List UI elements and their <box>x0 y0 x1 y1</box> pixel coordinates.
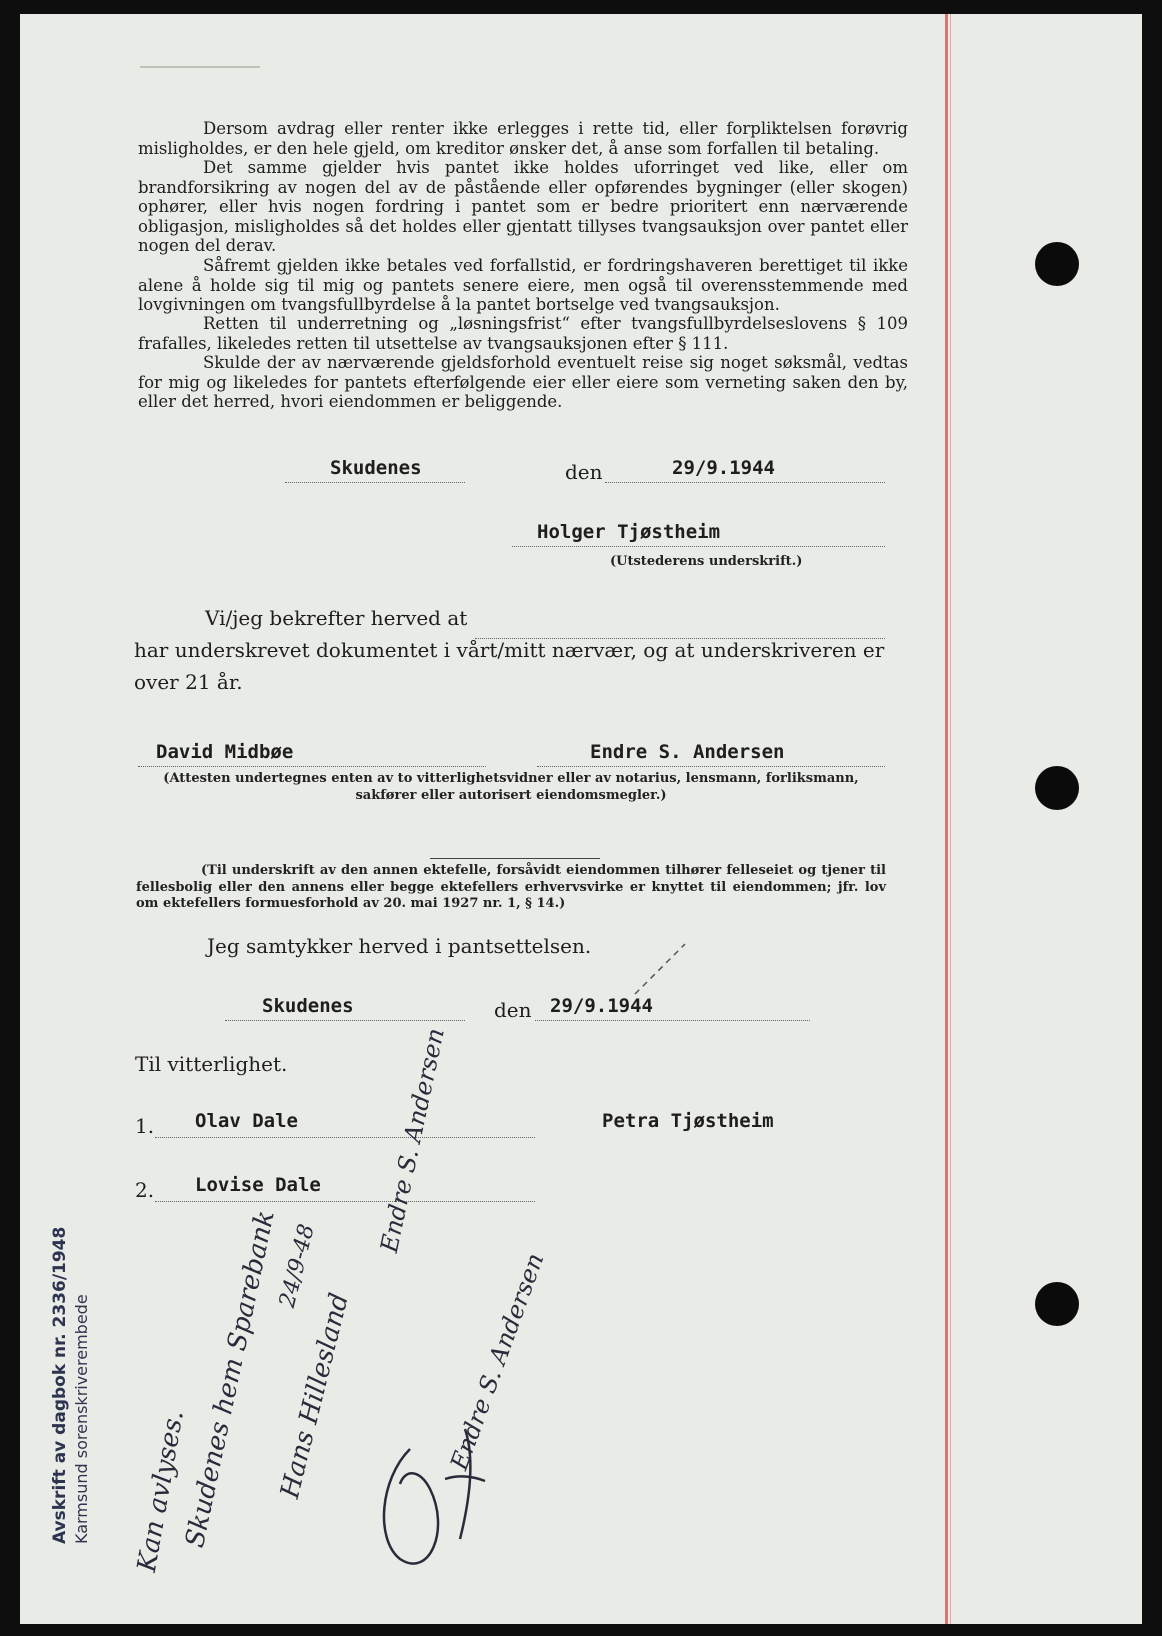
witness-name-2: Lovise Dale <box>195 1174 321 1196</box>
issuer-place: Skudenes <box>330 457 422 479</box>
handwritten-cancel: Kan avlyses. <box>132 1408 190 1575</box>
attest-line-1: Vi/jeg bekrefter herved at <box>205 606 468 630</box>
margin-rule-shadow <box>950 14 951 1624</box>
handwritten-bank: Skudenes hem Sparebank <box>180 1207 281 1551</box>
issuer-date: 29/9.1944 <box>672 457 775 479</box>
margin-rule <box>945 14 948 1624</box>
spouse-consent: Jeg samtykker herved i pantsettelsen. <box>207 934 592 958</box>
handwritten-date: 24/9-48 <box>275 1221 320 1311</box>
attest-line-2: har underskrevet dokumentet i vårt/mitt nærvær, og at underskriveren er <box>134 638 885 662</box>
witness-heading: Til vitterlighet. <box>135 1052 288 1076</box>
issuer-name: Holger Tjøstheim <box>537 521 721 543</box>
spouse-den: den <box>494 998 532 1022</box>
clause-insurance: Det samme gjelder hvis pantet ikke holdes uforringet ved like, eller om brandforsikring av nogen del av de påstående eller opførendes bygninger (eller skogen) ophører, eller hvis nogen fordring i pantet som er bedre prioritert enn nærværende obligasjon, misligholdes så det holdes eller gjentatt tillyses tvangsauksjon over pantet eller nogen del derav. <box>138 158 908 256</box>
bleed-through <box>140 54 260 68</box>
document-page <box>20 14 1142 1624</box>
witness-name-1: Olav Dale <box>195 1110 298 1132</box>
attest-line-3: over 21 år. <box>134 670 243 694</box>
attest-note: (Attesten undertegnes enten av to vitterlighetsvidner eller av notarius, lensmann, forliksmann, sakfører eller autorisert eiendomsmegler.) <box>163 771 859 803</box>
pen-stroke-mark <box>630 939 690 999</box>
attest-fill <box>475 608 885 639</box>
punch-hole <box>1035 1282 1079 1326</box>
witness-num-1: 1. <box>135 1114 155 1138</box>
registry-stamp-line-1: Avskrift av dagbok nr. 2336/1948 <box>50 1226 70 1544</box>
handwritten-name: Hans Hillesland <box>275 1290 355 1502</box>
clause-notice: Retten til underretning og „løsningsfrist“ efter tvangsfullbyrdelseslovens § 109 frafalles, likeledes retten til utsettelse av tvangsauksjonen efter § 111. <box>138 314 908 353</box>
registry-stamp-line-2: Karmsund sorenskriverembede <box>72 1294 91 1544</box>
issuer-caption: (Utstederens underskrift.) <box>610 554 803 569</box>
handwritten-initial-mark <box>370 1419 510 1589</box>
witness-num-2: 2. <box>135 1178 155 1202</box>
clause-forced-sale: Såfremt gjelden ikke betales ved forfallstid, er fordringshaveren berettiget til ikke alene å holde sig til mig og pantets senere eiere, men også til overensstemmende med lovgivningen om tvangsfullbyrdelse å la pantet bortselge ved tvangsauksjon. <box>138 256 908 315</box>
handwritten-signature: Endre S. Andersen <box>445 1249 550 1474</box>
spouse-place: Skudenes <box>262 995 354 1017</box>
clause-venue: Skulde der av nærværende gjeldsforhold eventuelt reise sig noget søksmål, vedtas for mig og likeledes for pantets efterfølgende eier eller eiere som verneting saken den by, eller det herred, hvori eiendommen er beliggende. <box>138 353 908 412</box>
clause-default: Dersom avdrag eller renter ikke erlegges i rette tid, eller forpliktelsen forøvrig misligholdes, er den hele gjeld, om kreditor ønsker det, å anse som forfallen til betaling. <box>138 119 908 158</box>
attest-witness-2: Endre S. Andersen <box>590 741 785 763</box>
spouse-note: (Til underskrift av den annen ektefelle, forsåvidt eiendommen tilhører felleseiet og tjener til fellesbolig eller den annens eller begge ektefellers erhvervsvirke er knyttet til eiendommen; jfr. lov om ektefellers formuesforhold av 20. mai 1927 nr. 1, § 14.) <box>136 863 886 911</box>
handwritten-signature-vertical: Endre S. Andersen <box>375 1025 450 1255</box>
attest-witness-1: David Midbøe <box>156 741 294 763</box>
punch-hole <box>1035 766 1079 810</box>
issuer-den: den <box>565 460 603 484</box>
spouse-signature-line <box>430 858 600 859</box>
punch-hole <box>1035 242 1079 286</box>
spouse-date: 29/9.1944 <box>550 995 653 1017</box>
spouse-signer: Petra Tjøstheim <box>602 1110 774 1132</box>
